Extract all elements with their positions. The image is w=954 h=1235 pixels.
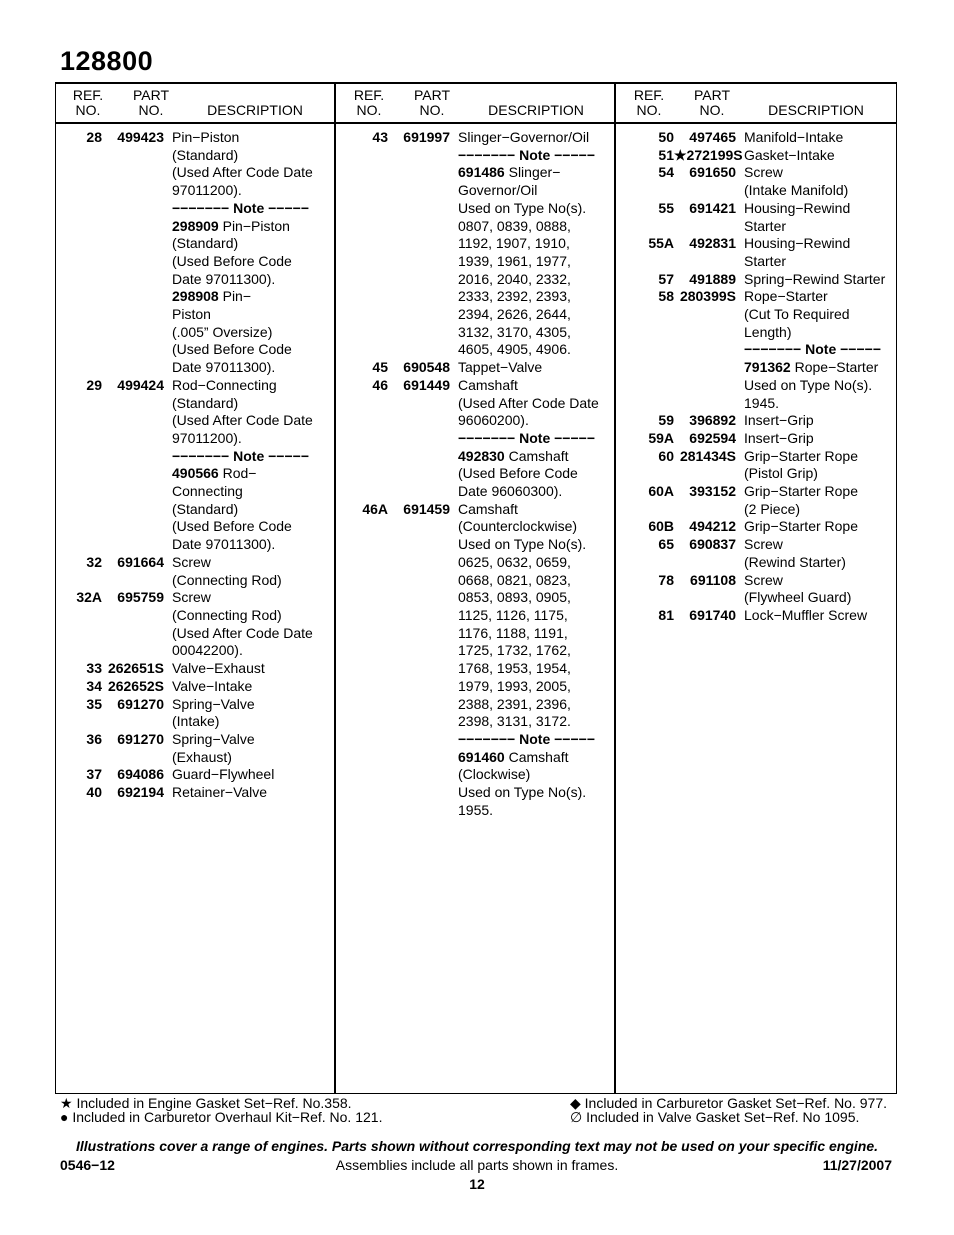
description-line: 1725, 1732, 1762, xyxy=(458,642,571,659)
description-line: Date 97011300). xyxy=(172,536,276,553)
alt-part-number: 298908 xyxy=(172,288,219,305)
part-entry xyxy=(56,784,322,802)
part-entry xyxy=(628,235,894,270)
column-header-2 xyxy=(336,88,616,120)
description-line: Screw xyxy=(744,164,783,181)
part-number: 691421 xyxy=(689,199,736,216)
column-divider-2 xyxy=(614,84,616,1094)
part-number: 691664 xyxy=(117,553,164,570)
description-line: Used on Type No(s). xyxy=(458,199,587,216)
description-line: (2 Piece) xyxy=(744,500,801,517)
note-divider: −−−−−−− Note −−−−− xyxy=(458,146,595,163)
ref-number: 50 xyxy=(658,129,674,145)
part-entry xyxy=(56,678,322,696)
description-line: Spring−Valve xyxy=(172,730,255,747)
part-entry xyxy=(56,660,322,678)
part-entry xyxy=(628,164,894,199)
description-line: (Cut To Required xyxy=(744,306,850,323)
part-number: 691449 xyxy=(403,376,450,393)
part-description xyxy=(172,678,322,696)
legend-empty-set: ∅ Included in Valve Gasket Set−Ref. No 1095. xyxy=(570,1109,860,1125)
part-number: 691270 xyxy=(117,730,164,747)
part-description xyxy=(172,696,322,731)
description-line: Tappet−Valve xyxy=(458,359,543,376)
description-line: Gasket−Intake xyxy=(744,146,835,163)
description-line: Screw xyxy=(744,571,783,588)
note-divider: −−−−−−− Note −−−−− xyxy=(172,447,309,464)
description-line: (Rewind Starter) xyxy=(744,553,846,570)
description-line xyxy=(172,288,322,306)
ref-number: 60 xyxy=(658,447,674,464)
ref-number: 29 xyxy=(86,376,102,393)
part-number: 690548 xyxy=(403,359,450,376)
description-line: (Standard) xyxy=(172,394,239,411)
description-line: Lock−Muffler Screw xyxy=(744,606,868,623)
part-description xyxy=(458,359,608,377)
description-line: (Used Before Code xyxy=(458,465,578,482)
description-line: 2333, 2392, 2393, xyxy=(458,288,571,305)
ref-number: 40 xyxy=(86,784,102,801)
alt-part-number: 691486 xyxy=(458,164,505,181)
alt-part-number: 791362 xyxy=(744,359,791,376)
alt-part-description: Slinger− xyxy=(504,164,561,181)
description-line: Valve−Exhaust xyxy=(172,660,265,677)
part-number: 691740 xyxy=(689,606,736,623)
ref-number: 36 xyxy=(86,730,102,747)
column-header-3 xyxy=(616,88,896,120)
ref-number: 46A xyxy=(362,500,388,517)
part-number: 692194 xyxy=(117,784,164,801)
part-header-line1: PART xyxy=(132,87,170,103)
part-description xyxy=(744,271,894,289)
ref-number: 59 xyxy=(658,412,674,429)
part-number: 393152 xyxy=(689,483,736,500)
description-line: (Used Before Code xyxy=(172,518,292,535)
ref-header-line2: NO. xyxy=(356,102,382,118)
part-description xyxy=(744,164,894,199)
description-line: Connecting xyxy=(172,483,243,500)
description-line: 1945. xyxy=(744,394,780,411)
part-number: 692594 xyxy=(689,429,736,446)
part-number: 695759 xyxy=(117,589,164,606)
description-line: (Connecting Rod) xyxy=(172,606,282,623)
part-entry xyxy=(56,731,322,766)
description-line: Insert−Grip xyxy=(744,429,814,446)
ref-number: 43 xyxy=(372,129,388,145)
legend-star: ★ Included in Engine Gasket Set−Ref. No.358. xyxy=(60,1095,352,1111)
part-number: 499424 xyxy=(117,376,164,393)
desc-header: DESCRIPTION xyxy=(768,102,864,118)
part-entry xyxy=(342,359,608,377)
part-description xyxy=(172,731,322,766)
part-description xyxy=(744,288,894,412)
description-line: Governor/Oil xyxy=(458,182,538,199)
part-description xyxy=(744,483,894,518)
ref-number: 65 xyxy=(658,536,674,553)
part-number: 491889 xyxy=(689,270,736,287)
description-line: 3132, 3170, 4305, xyxy=(458,323,571,340)
description-line: 00042200). xyxy=(172,642,243,659)
description-line: (Used After Code Date xyxy=(172,412,313,429)
part-entry xyxy=(628,430,894,448)
description-line: Screw xyxy=(172,589,211,606)
ref-number: 58 xyxy=(658,288,674,305)
description-line: (Pistol Grip) xyxy=(744,465,818,482)
note-divider: −−−−−−− Note −−−−− xyxy=(744,341,881,358)
ref-header-line1: REF. xyxy=(72,87,104,103)
ref-number: 32A xyxy=(76,589,102,606)
ref-number: 60B xyxy=(648,518,674,535)
part-description xyxy=(172,554,322,589)
part-entry xyxy=(56,129,322,377)
description-line: Piston xyxy=(172,306,211,323)
part-number: 691459 xyxy=(403,500,450,517)
header-rule xyxy=(55,122,897,124)
ref-header-line1: REF. xyxy=(353,87,385,103)
description-line: Grip−Starter Rope xyxy=(744,483,858,500)
description-line: Date 97011300). xyxy=(172,270,276,287)
part-description xyxy=(744,607,894,625)
part-entry xyxy=(628,572,894,607)
description-line xyxy=(744,359,894,377)
ref-number: 60A xyxy=(648,483,674,500)
description-line xyxy=(458,749,608,767)
legend-diamond: ◆ Included in Carburetor Gasket Set−Ref. No. 977. xyxy=(570,1095,887,1111)
description-line: Camshaft xyxy=(458,376,518,393)
note-divider: −−−−−−− Note −−−−− xyxy=(458,730,595,747)
page-number: 12 xyxy=(469,1176,485,1192)
document-date: 11/27/2007 xyxy=(822,1157,892,1173)
description-line: (Intake) xyxy=(172,713,220,730)
part-header-line1: PART xyxy=(413,87,451,103)
part-entry xyxy=(628,129,894,147)
description-line: Camshaft xyxy=(458,500,518,517)
description-line: 0625, 0632, 0659, xyxy=(458,553,571,570)
part-number: 694086 xyxy=(117,766,164,783)
description-line: Insert−Grip xyxy=(744,412,814,429)
part-header-line2: NO. xyxy=(419,102,445,118)
part-description xyxy=(744,147,894,165)
part-description xyxy=(744,536,894,571)
alt-part-description: Rod− xyxy=(218,465,257,482)
parts-column-2 xyxy=(342,129,608,819)
ref-number: 37 xyxy=(86,766,102,783)
description-line: (Standard) xyxy=(172,500,239,517)
part-entry xyxy=(56,766,322,784)
alt-part-description: Pin− xyxy=(218,288,252,305)
description-line: Used on Type No(s). xyxy=(458,536,587,553)
part-number: 497465 xyxy=(689,129,736,145)
desc-header: DESCRIPTION xyxy=(488,102,584,118)
description-line xyxy=(172,218,322,236)
ref-number: 46 xyxy=(372,376,388,393)
description-line: 1768, 1953, 1954, xyxy=(458,660,571,677)
description-line: Screw xyxy=(172,553,211,570)
part-entry xyxy=(56,554,322,589)
description-line: Retainer−Valve xyxy=(172,784,268,801)
description-line: 0668, 0821, 0823, xyxy=(458,571,571,588)
description-line: Starter xyxy=(744,217,787,234)
ref-number: 34 xyxy=(86,677,102,694)
alt-part-description: Rope−Starter xyxy=(790,359,879,376)
part-entry xyxy=(342,377,608,501)
part-header-line1: PART xyxy=(693,87,731,103)
description-line: (Standard) xyxy=(172,235,239,252)
disclaimer: Illustrations cover a range of engines. Parts shown without corresponding text may not be used on your specific engine. xyxy=(75,1138,879,1154)
note-divider: −−−−−−− Note −−−−− xyxy=(458,429,595,446)
description-line: 97011200). xyxy=(172,182,242,199)
part-entry xyxy=(628,288,894,412)
part-entry xyxy=(56,589,322,660)
parts-column-1 xyxy=(56,129,322,802)
part-entry xyxy=(628,448,894,483)
ref-number: 55A xyxy=(648,235,674,252)
description-line: 2394, 2626, 2644, xyxy=(458,306,571,323)
part-number: 396892 xyxy=(689,412,736,429)
description-line xyxy=(172,465,322,483)
description-line: Date 96060300). xyxy=(458,483,563,500)
part-description xyxy=(744,430,894,448)
description-line: (Used After Code Date xyxy=(172,164,313,181)
description-line: 0853, 0893, 0905, xyxy=(458,589,571,606)
part-entry xyxy=(628,607,894,625)
part-number: 691108 xyxy=(690,571,736,588)
description-line xyxy=(458,448,608,466)
description-line: (Standard) xyxy=(172,146,239,163)
description-line: Valve−Intake xyxy=(172,677,253,694)
part-description xyxy=(744,412,894,430)
part-entry xyxy=(628,412,894,430)
part-number: 691650 xyxy=(689,164,736,181)
description-line: 2398, 3131, 3172. xyxy=(458,713,571,730)
part-entry xyxy=(342,129,608,359)
description-line: (Flywheel Guard) xyxy=(744,589,852,606)
desc-header: DESCRIPTION xyxy=(207,102,303,118)
description-line: (Connecting Rod) xyxy=(172,571,282,588)
description-line: Grip−Starter Rope xyxy=(744,447,858,464)
part-description xyxy=(744,200,894,235)
part-entry xyxy=(342,501,608,820)
part-entry xyxy=(56,377,322,554)
note-divider: −−−−−−− Note −−−−− xyxy=(172,199,309,216)
part-entry xyxy=(628,518,894,536)
part-number: 691997 xyxy=(403,129,450,145)
description-line: Screw xyxy=(744,536,783,553)
part-number: 281434S xyxy=(679,447,736,464)
description-line: Used on Type No(s). xyxy=(744,376,873,393)
description-line: (Clockwise) xyxy=(458,766,531,783)
part-description xyxy=(744,235,894,270)
parts-column-3 xyxy=(628,129,894,625)
description-line: (Used After Code Date xyxy=(458,394,599,411)
description-line: Housing−Rewind xyxy=(744,235,851,252)
part-header-line2: NO. xyxy=(699,102,725,118)
part-description xyxy=(172,784,322,802)
description-line: Length) xyxy=(744,323,792,340)
part-number: 499423 xyxy=(117,129,164,145)
part-description xyxy=(744,129,894,147)
column-divider-1 xyxy=(334,84,336,1094)
column-header-1 xyxy=(55,88,335,120)
alt-part-number: 298909 xyxy=(172,217,219,234)
description-line: Rod−Connecting xyxy=(172,376,277,393)
part-description xyxy=(172,377,322,554)
part-description xyxy=(172,660,322,678)
description-line: 1192, 1907, 1910, xyxy=(458,235,570,252)
description-line: (.005” Oversize) xyxy=(172,323,273,340)
alt-part-number: 691460 xyxy=(458,748,505,765)
ref-number: 81 xyxy=(658,606,674,623)
ref-number: 45 xyxy=(372,359,388,376)
description-line: 1125, 1126, 1175, xyxy=(458,606,568,623)
part-number: ★272199S xyxy=(674,146,743,163)
ref-number: 33 xyxy=(86,660,102,677)
description-line: Spring−Valve xyxy=(172,695,255,712)
part-description xyxy=(744,448,894,483)
part-number: 494212 xyxy=(689,518,736,535)
description-line: Pin−Piston xyxy=(172,129,240,145)
part-entry xyxy=(628,536,894,571)
document-code: 0546−12 xyxy=(60,1157,115,1173)
part-description xyxy=(172,129,322,377)
part-number: 262651S xyxy=(107,660,164,677)
description-line: (Used Before Code xyxy=(172,341,292,358)
description-line: Used on Type No(s). xyxy=(458,784,587,801)
description-line: Guard−Flywheel xyxy=(172,766,275,783)
part-number: 280399S xyxy=(679,288,736,305)
description-line: Rope−Starter xyxy=(744,288,828,305)
part-entry xyxy=(628,483,894,518)
alt-part-description: Camshaft xyxy=(504,447,569,464)
part-entry xyxy=(56,696,322,731)
alt-part-description: Pin−Piston xyxy=(218,217,290,234)
alt-part-number: 492830 xyxy=(458,447,505,464)
ref-number: 78 xyxy=(658,571,674,588)
description-line: Housing−Rewind xyxy=(744,199,851,216)
part-entry xyxy=(628,271,894,289)
ref-number: 35 xyxy=(86,695,102,712)
alt-part-description: Camshaft xyxy=(504,748,569,765)
ref-number: 51 xyxy=(658,146,674,163)
part-number: 690837 xyxy=(689,536,736,553)
description-line: 2388, 2391, 2396, xyxy=(458,695,571,712)
description-line: Grip−Starter Rope xyxy=(744,518,858,535)
description-line: 97011200). xyxy=(172,429,242,446)
part-entry xyxy=(628,200,894,235)
part-description xyxy=(458,501,608,820)
part-description xyxy=(744,518,894,536)
part-number: 262652S xyxy=(107,677,164,694)
ref-number: 54 xyxy=(658,164,674,181)
description-line: (Intake Manifold) xyxy=(744,182,849,199)
ref-number: 28 xyxy=(86,129,102,145)
description-line: 1979, 1993, 2005, xyxy=(458,677,571,694)
assemblies-note: Assemblies include all parts shown in frames. xyxy=(335,1157,619,1173)
description-line: 4605, 4905, 4906. xyxy=(458,341,571,358)
ref-header-line2: NO. xyxy=(636,102,662,118)
description-line: (Used After Code Date xyxy=(172,624,313,641)
page-title: 128800 xyxy=(60,46,154,76)
ref-header-line2: NO. xyxy=(75,102,101,118)
description-line xyxy=(458,164,608,182)
ref-number: 32 xyxy=(86,553,102,570)
description-line: 1955. xyxy=(458,801,494,818)
alt-part-number: 490566 xyxy=(172,465,219,482)
part-description xyxy=(172,766,322,784)
description-line: Manifold−Intake xyxy=(744,129,844,145)
description-line: 0807, 0839, 0888, xyxy=(458,217,571,234)
part-description xyxy=(458,129,608,359)
description-line: 1939, 1961, 1977, xyxy=(458,252,571,269)
description-line: (Exhaust) xyxy=(172,748,232,765)
description-line: 1176, 1188, 1191, xyxy=(458,624,568,641)
legend-bullet: ● Included in Carburetor Overhaul Kit−Ref. No. 121. xyxy=(60,1109,383,1125)
ref-number: 55 xyxy=(658,199,674,216)
part-number: 492831 xyxy=(689,235,736,252)
description-line: Date 97011300). xyxy=(172,359,276,376)
description-line: (Used Before Code xyxy=(172,252,292,269)
ref-header-line1: REF. xyxy=(633,87,665,103)
part-number: 691270 xyxy=(117,695,164,712)
ref-number: 57 xyxy=(658,270,674,287)
part-description xyxy=(172,589,322,660)
description-line: Starter xyxy=(744,252,787,269)
part-entry xyxy=(628,147,894,165)
part-description xyxy=(458,377,608,501)
description-line: 2016, 2040, 2332, xyxy=(458,270,571,287)
ref-number: 59A xyxy=(648,429,674,446)
description-line: Spring−Rewind Starter xyxy=(744,270,886,287)
description-line: (Counterclockwise) xyxy=(458,518,578,535)
description-line: Slinger−Governor/Oil xyxy=(458,129,590,145)
part-header-line2: NO. xyxy=(138,102,164,118)
part-description xyxy=(744,572,894,607)
description-line: 96060200). xyxy=(458,412,529,429)
